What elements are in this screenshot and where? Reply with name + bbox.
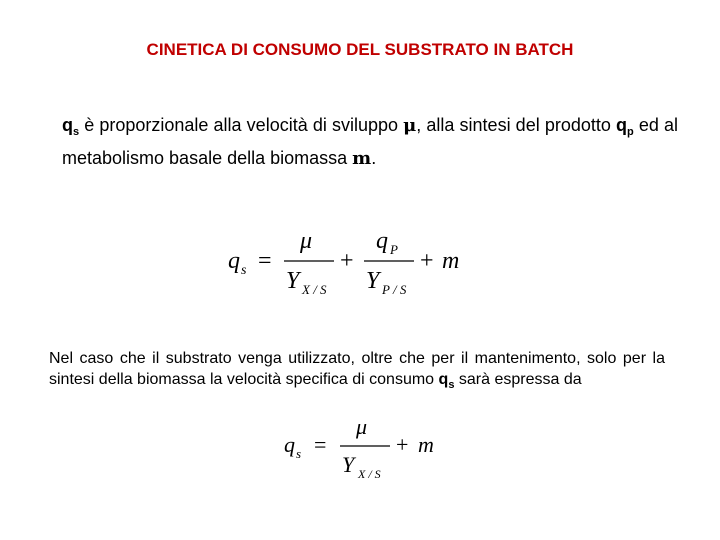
- intro-paragraph: $q_s$ è proporzionale alla velocità di sviluppo μ, alla sintesi del prodotto $q_p$ ed al metabolismo basale della biomassa m.: [62, 115, 678, 169]
- body-text-b: sarà espressa da: [454, 371, 582, 388]
- eq2-num1: μ: [356, 418, 368, 439]
- eq1-den1: Y: [286, 268, 300, 294]
- eq1-num2-sub: P: [390, 242, 398, 257]
- eq1-den2-sub: P / S: [382, 282, 407, 297]
- eq1-plus-1: +: [340, 248, 354, 274]
- slide-title: CINETICA DI CONSUMO DEL SUBSTRATO IN BATCH: [146, 40, 574, 59]
- equation-qs-full: [220, 222, 480, 302]
- eq1-m: m: [442, 248, 460, 274]
- eq1-num2: q: [376, 228, 388, 254]
- qs-symbol-2: $q_s$: [438, 371, 455, 391]
- intro-text-b: , alla sintesi del prodotto: [416, 115, 616, 135]
- eq2-equals: =: [314, 432, 327, 457]
- intro-text-a: è proporzionale alla velocità di sviluppo: [79, 115, 404, 135]
- qp-symbol: $q_p$: [615, 115, 634, 138]
- eq1-num1: μ: [300, 228, 313, 254]
- eq2-m: m: [418, 432, 434, 457]
- intro-text-c: ed al metabolismo basale della biomassa: [62, 115, 678, 168]
- eq1-lhs-sub: s: [241, 263, 247, 278]
- m-symbol: m: [352, 148, 372, 169]
- body-paragraph: [49, 348, 665, 396]
- qs-symbol: $q_s$: [62, 115, 80, 138]
- equation-qs-simple: [280, 418, 460, 488]
- eq1-plus-2: +: [420, 248, 434, 274]
- body-text-a: Nel caso che il substrato venga utilizzato, oltre che per il mantenimento, solo per la sintesi della biomassa la velocità specifica di consumo: [49, 350, 665, 388]
- eq1-den1-sub: X / S: [302, 282, 327, 297]
- eq2-lhs: q: [284, 432, 295, 457]
- eq2-den1-sub: X / S: [358, 467, 381, 481]
- eq2-lhs-sub: s: [296, 446, 302, 461]
- eq1-equals: =: [258, 248, 272, 274]
- eq2-den1: Y: [342, 452, 355, 477]
- mu-symbol: μ: [403, 115, 417, 136]
- eq1-lhs: q: [228, 248, 240, 274]
- eq2-plus: +: [396, 432, 409, 457]
- eq1-den2: Y: [366, 268, 380, 294]
